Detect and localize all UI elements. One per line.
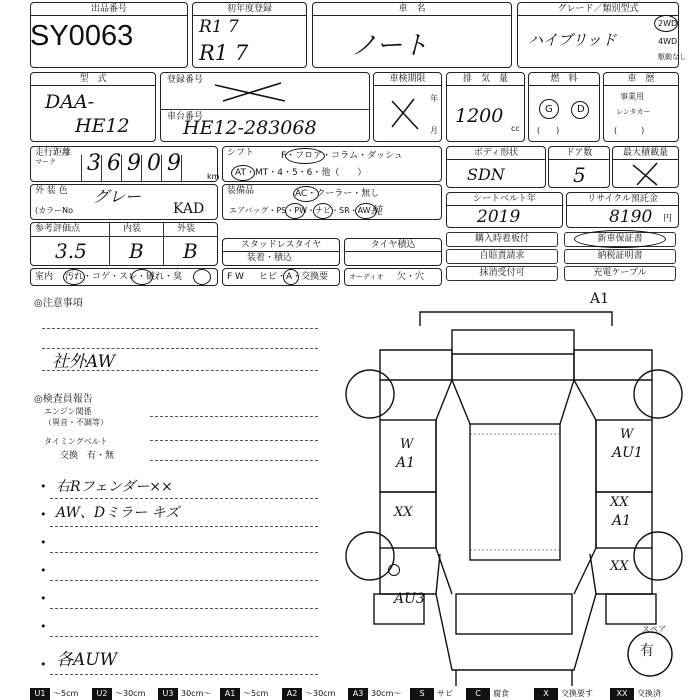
doors-value: 5	[573, 163, 586, 187]
legend-key-a3: A3	[348, 688, 368, 700]
inspector-label: ◎検査員報告	[34, 394, 93, 405]
equipment-pw-circle	[313, 203, 333, 219]
color-code: KAD	[173, 201, 205, 217]
eval-value: 3.5	[55, 239, 87, 263]
shift-row1: F・フロア・コラム・ダッシュ	[281, 151, 403, 161]
rear-left-wheel	[346, 532, 394, 580]
fw-items: ヒビ・A・交換要	[259, 272, 329, 282]
color-box	[30, 184, 218, 220]
spare-label: スペア	[642, 625, 666, 634]
first-registration-label: 初年度登録	[193, 3, 306, 16]
inspector-engine-sub: （異音・不調等）	[44, 418, 108, 427]
first-registration-line2: R1 7	[199, 41, 249, 65]
roof	[470, 424, 560, 560]
front-left-fender	[380, 350, 452, 380]
fw-box	[222, 268, 340, 286]
legend-val-u1: 〜5cm	[50, 688, 92, 700]
interior-smell-circle	[193, 269, 211, 285]
notes-handwritten: 社外AW	[52, 352, 116, 372]
model-line1: DAA-	[45, 91, 95, 113]
shift-box	[222, 146, 442, 182]
recycle-value: 8190	[609, 207, 653, 227]
displacement-label: 排 気 量	[447, 73, 524, 86]
mileage-label: 走行距離	[35, 148, 72, 158]
diagram-mark-rear-right-xx: XX	[610, 559, 629, 574]
diagram-mark-right-a1: A1	[612, 513, 632, 529]
fuel-box	[528, 72, 600, 142]
audio-items: 欠・穴	[397, 272, 425, 282]
front-right-wheel	[634, 370, 682, 418]
interior-value: B	[129, 239, 144, 263]
displacement-box	[446, 72, 525, 142]
history-label: 車 歴	[604, 73, 678, 86]
tire-load-label: タイヤ積込	[345, 239, 441, 252]
legend-val-a1: 〜5cm	[240, 688, 282, 700]
mileage-digit-3: 9	[127, 151, 141, 176]
inspector-timing: タイミングベルト	[44, 437, 108, 446]
seatbelt-box	[446, 192, 563, 228]
interior-label: 内装	[123, 224, 142, 234]
shift-floor-circle	[285, 148, 325, 164]
model-label: 型 式	[31, 73, 155, 86]
mileage-digit-2: 6	[107, 151, 121, 176]
doc-deregistration: 抹消受付可	[446, 266, 558, 281]
inspection-box	[373, 72, 442, 142]
legend-key-xx: XX	[610, 688, 634, 700]
bullet-2: •	[40, 508, 47, 521]
inspector-item-2: AW、Dミラー キズ	[56, 505, 180, 521]
bullet-3: •	[40, 536, 47, 549]
body-box	[446, 146, 546, 188]
equipment-ps-circle	[285, 203, 305, 219]
tire-load-box	[344, 238, 442, 266]
eval-label: 参考評価点	[35, 224, 81, 234]
displacement-value: 1200	[455, 105, 504, 127]
grade-value: ハイブリッド	[528, 31, 617, 49]
diagram-mark-right-w: W	[620, 427, 634, 442]
inspection-year-unit: 年	[430, 94, 438, 103]
doc-tax-certificate: 納税証明書	[564, 249, 676, 264]
legend-val-a3: 30cm〜	[368, 688, 410, 700]
fuel-gasoline-circle	[539, 99, 559, 119]
mileage-digit-4: 0	[147, 151, 161, 176]
bullet-6: •	[40, 620, 47, 633]
mileage-mark: マーク	[35, 158, 56, 166]
diagram-mark-left-xx: XX	[394, 505, 413, 520]
exterior-value: B	[183, 239, 198, 263]
body-value: SDN	[467, 165, 505, 184]
legend-key-a2: A2	[282, 688, 302, 700]
color-value: グレー	[93, 187, 142, 206]
capacity-box	[612, 146, 679, 188]
history-box	[603, 72, 679, 142]
lot-number-label: 出品番号	[31, 3, 187, 16]
legend-val-u3: 30cm〜	[178, 688, 220, 700]
legend-val-u2: 〜30cm	[112, 688, 158, 700]
diagram-mark-right-xx: XX	[610, 495, 629, 510]
diagram-mark-left-w: W	[400, 437, 414, 452]
inspection-strike	[384, 93, 424, 133]
color-label: 外 装 色	[35, 186, 68, 196]
front-right-fender	[574, 350, 652, 380]
fw-label: F W	[227, 272, 244, 282]
bullet-5: •	[40, 592, 47, 605]
body-label: ボディ形状	[447, 147, 545, 160]
front-left-wheel	[346, 370, 394, 418]
bullet-1: •	[40, 480, 47, 493]
doc-insurance-claim: 自賠責請求	[446, 249, 558, 264]
legend-key-s: S	[410, 688, 434, 700]
eval-box	[30, 222, 218, 266]
car-damage-diagram	[340, 291, 690, 686]
audio-label: オーディオ	[349, 273, 384, 281]
doors-label: ドア数	[549, 147, 609, 160]
capacity-label: 最大積載量	[613, 147, 678, 160]
history-other: ( )	[614, 126, 645, 135]
legend-val-xx: 交換済	[634, 688, 679, 700]
equipment-row2: エアバッグ・PS・PW・ナビ・SR・AW	[229, 206, 371, 215]
first-registration-box	[192, 2, 307, 68]
studless-label: スタッドレスタイヤ	[223, 239, 339, 252]
fuel-diesel-circle	[571, 101, 589, 119]
doc-purchase-plate: 購入時着板付	[446, 232, 558, 247]
equipment-navi-circle	[355, 203, 377, 219]
lot-number-value: SY0063	[30, 20, 134, 52]
shift-label: シフト	[227, 148, 255, 158]
interior-scuff-circle	[131, 269, 153, 285]
fuel-gasoline: G	[545, 104, 553, 115]
legend-key-u2: U2	[92, 688, 112, 700]
shift-row2: AT・MT・4・5・6・他（ ）	[235, 168, 367, 178]
shift-at-circle	[231, 165, 255, 181]
seatbelt-label: シートベルト年	[447, 193, 562, 206]
front-bumper	[420, 312, 612, 326]
grade-label: グレード／類別型式	[518, 3, 678, 16]
mileage-box	[30, 146, 218, 182]
equipment-extra: 純	[371, 204, 382, 217]
fuel-other: ( )	[537, 126, 560, 135]
spare-value: 有	[640, 643, 654, 659]
registration-box	[160, 72, 370, 142]
studless-options: 装着・積込	[247, 253, 293, 263]
fuel-label: 燃 料	[529, 73, 599, 86]
car-name-label: 車 名	[313, 3, 511, 16]
legend-key-x: X	[534, 688, 558, 700]
inspector-timing-options: 交換 有・無	[60, 451, 115, 461]
color-code-label: (カラーNo	[35, 206, 73, 215]
seatbelt-value: 2019	[477, 207, 521, 227]
drive-2wd: 2WD	[658, 19, 678, 28]
doc-charging-cable: 充電ケーブル	[564, 266, 676, 281]
registration-strike	[211, 79, 291, 107]
mileage-unit: km	[207, 172, 220, 181]
diagram-mark-left-a1: A1	[396, 455, 416, 471]
inspector-item-7: 各AUW	[56, 650, 118, 670]
diagram-mark-front-a1: A1	[590, 291, 610, 307]
exterior-label: 外装	[177, 224, 196, 234]
legend-val-c: 腐食	[490, 688, 534, 700]
drive-4wd: 4WD	[658, 37, 678, 46]
bullet-7: •	[40, 658, 47, 671]
first-registration-line1: R1 7	[199, 17, 239, 37]
doc-new-car-warranty: 新車保証書	[564, 232, 676, 247]
rear-window	[456, 594, 572, 634]
chassis-label: 車台番号	[167, 112, 204, 122]
bullet-4: •	[40, 564, 47, 577]
mileage-digit-1: 3	[87, 151, 101, 176]
recycle-unit: 円	[663, 214, 673, 224]
fuel-diesel: D	[577, 104, 585, 115]
legend-val-x: 交換要す	[558, 688, 610, 700]
doc-warranty-circle	[574, 230, 666, 248]
capacity-strike	[627, 161, 665, 187]
recycle-box	[566, 192, 679, 228]
rear-right-quarter	[606, 594, 656, 624]
history-commercial: 事業用	[620, 92, 644, 101]
model-box	[30, 72, 156, 142]
docs-box	[446, 230, 679, 284]
drive-2wd-circle	[654, 15, 678, 32]
registration-label: 登録番号	[167, 75, 204, 85]
diagram-mark-right-au1: AU1	[612, 445, 643, 461]
legend-key-u3: U3	[158, 688, 178, 700]
diagram-mark-rear-left-au3: AU3	[394, 591, 425, 607]
equipment-row1: AC・クーラー・無し	[295, 189, 380, 199]
car-name-box	[312, 2, 512, 68]
equipment-box	[222, 184, 442, 220]
notes-label: ◎注意事項	[34, 298, 83, 309]
recycle-label: リサイクル預託金	[567, 193, 678, 206]
legend-key-c: C	[466, 688, 490, 700]
interior-cond-box	[30, 268, 218, 286]
doors-box	[548, 146, 610, 188]
rear-left-mark-circle	[388, 564, 400, 576]
inspection-month-unit: 月	[430, 126, 438, 135]
interior-cond-items: 汚れ・コゲ・スレ・破れ・臭	[65, 272, 183, 282]
fw-a-circle	[283, 269, 299, 285]
car-name-value: ノート	[351, 31, 429, 61]
rear-right-wheel	[634, 532, 682, 580]
interior-cond-label: 室内	[35, 272, 54, 282]
hood	[452, 330, 574, 380]
drive-none: 駆動なし	[658, 53, 686, 61]
inspector-item-1: 右Rフェンダー××	[56, 479, 173, 495]
grade-box	[517, 2, 686, 68]
legend-val-s: サビ	[434, 688, 466, 700]
legend-key-u1: U1	[30, 688, 50, 700]
equipment-ac-circle	[293, 186, 319, 202]
mileage-digit-5: 9	[167, 151, 181, 176]
equipment-label: 装備品	[227, 186, 255, 196]
displacement-unit: cc	[511, 124, 520, 133]
inspector-engine: エンジン関係	[44, 407, 92, 416]
audio-box	[344, 268, 442, 286]
studless-box	[222, 238, 340, 266]
model-line2: HE12	[75, 115, 130, 137]
interior-dirt-circle	[63, 269, 85, 285]
legend-val-a2: 〜30cm	[302, 688, 348, 700]
history-rental: レンタカー	[616, 108, 651, 116]
chassis-value: HE12-283068	[183, 117, 317, 139]
inspection-label: 車検期限	[374, 73, 441, 86]
legend-key-a1: A1	[220, 688, 240, 700]
